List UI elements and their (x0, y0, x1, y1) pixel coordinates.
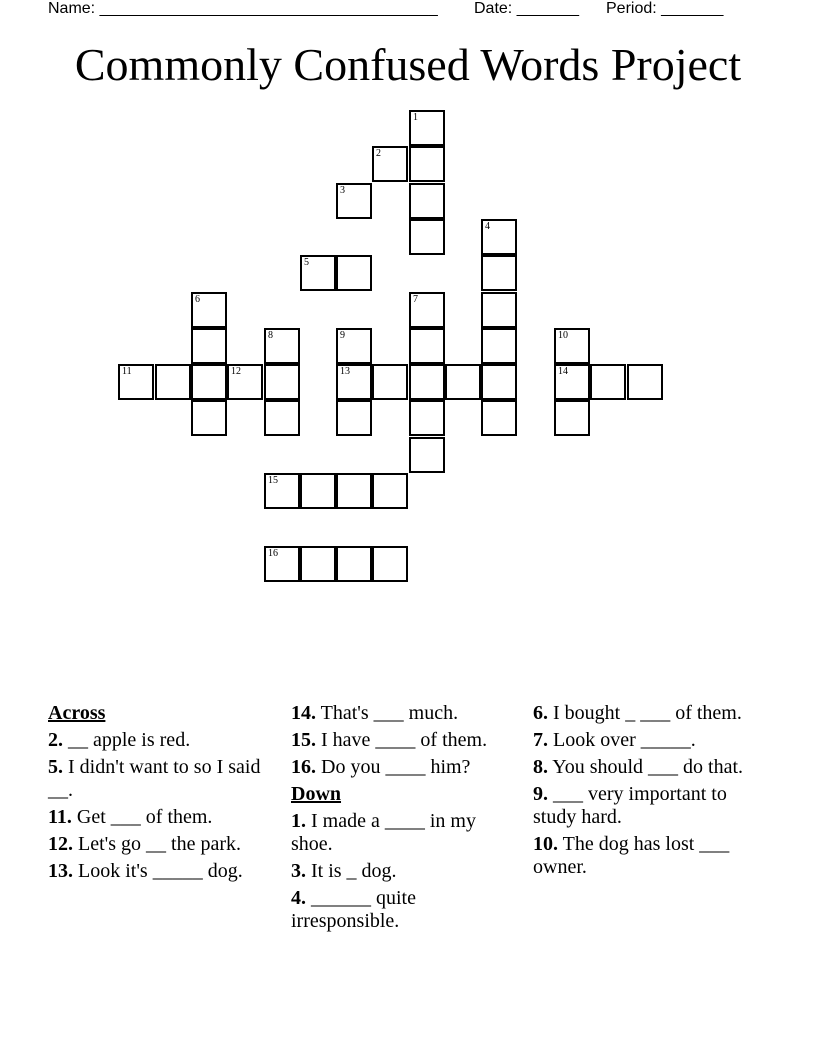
crossword-cell[interactable] (481, 400, 517, 436)
crossword-cell[interactable] (372, 364, 408, 400)
clue-number: 14 (558, 366, 568, 377)
crossword-cell[interactable] (264, 328, 300, 364)
clue-column-2 (291, 702, 516, 937)
clue-down-4: 4. ______ quite irresponsible. (291, 887, 416, 932)
clue-number: 12 (231, 366, 241, 377)
crossword-cell[interactable] (336, 328, 372, 364)
page-title: Commonly Confused Words Project (74, 39, 742, 90)
crossword-cell[interactable] (300, 255, 336, 291)
clue-number: 6 (195, 294, 200, 305)
crossword-cell[interactable] (191, 328, 227, 364)
crossword-cell[interactable] (445, 364, 481, 400)
crossword-cell[interactable] (300, 473, 336, 509)
clue-across-12: 12. Let's go __ the park. (48, 833, 242, 855)
across-heading: Across (48, 702, 106, 724)
clue-down-10: 10. The dog has lost ___ owner. (533, 833, 730, 878)
crossword-cell[interactable] (264, 546, 300, 582)
clue-across-11: 11. Get ___ of them. (48, 806, 213, 828)
crossword-cell[interactable] (118, 364, 154, 400)
crossword-cell[interactable] (336, 473, 372, 509)
crossword-cell[interactable] (481, 219, 517, 255)
crossword-cell[interactable] (409, 328, 445, 364)
crossword-cell[interactable] (264, 364, 300, 400)
clue-number: 11 (122, 366, 132, 377)
clue-column-1 (48, 702, 268, 887)
clue-number: 7 (413, 294, 418, 305)
clue-down-7: 7. Look over _____. (533, 729, 696, 751)
clue-column-3 (533, 702, 773, 883)
crossword-cell[interactable] (409, 146, 445, 182)
crossword-cell[interactable] (336, 183, 372, 219)
crossword-cell[interactable] (409, 292, 445, 328)
down-heading: Down (291, 783, 342, 805)
crossword-cell[interactable] (590, 364, 626, 400)
crossword-cell[interactable] (372, 473, 408, 509)
clue-across-16: 16. Do you ____ him? (291, 756, 471, 778)
clue-across-5: 5. I didn't want to so I said __. (48, 756, 261, 801)
crossword-cell[interactable] (409, 110, 445, 146)
clue-across-13: 13. Look it's _____ dog. (48, 860, 243, 882)
crossword-cell[interactable] (191, 400, 227, 436)
clue-number: 9 (340, 330, 345, 341)
crossword-cell[interactable] (481, 255, 517, 291)
clue-across-15: 15. I have ____ of them. (291, 729, 488, 751)
crossword-cell[interactable] (264, 473, 300, 509)
crossword-cell[interactable] (336, 546, 372, 582)
clue-number: 16 (268, 548, 278, 559)
crossword-cell[interactable] (336, 364, 372, 400)
crossword-cell[interactable] (409, 364, 445, 400)
crossword-cell[interactable] (481, 292, 517, 328)
clue-down-8: 8. You should ___ do that. (533, 756, 744, 778)
crossword-cell[interactable] (264, 400, 300, 436)
clue-down-1: 1. I made a ____ in my shoe. (291, 810, 476, 855)
clue-number: 2 (376, 148, 381, 159)
clue-number: 5 (304, 257, 309, 268)
crossword-cell[interactable] (336, 255, 372, 291)
crossword-cell[interactable] (409, 219, 445, 255)
crossword-cell[interactable] (300, 546, 336, 582)
crossword-cell[interactable] (372, 146, 408, 182)
date-field-label: Date: _______ (474, 0, 579, 17)
clue-across-2: 2. __ apple is red. (48, 729, 191, 751)
crossword-cell[interactable] (336, 400, 372, 436)
crossword-cell[interactable] (372, 546, 408, 582)
clue-number: 15 (268, 475, 278, 486)
clue-down-9: 9. ___ very important to study hard. (533, 783, 727, 828)
crossword-cell[interactable] (409, 400, 445, 436)
crossword-cell[interactable] (554, 400, 590, 436)
clue-number: 1 (413, 112, 418, 123)
crossword-cell[interactable] (481, 328, 517, 364)
clue-number: 3 (340, 185, 345, 196)
crossword-cell[interactable] (191, 292, 227, 328)
crossword-cell[interactable] (409, 183, 445, 219)
crossword-cell[interactable] (155, 364, 191, 400)
clue-number: 4 (485, 221, 490, 232)
crossword-cell[interactable] (227, 364, 263, 400)
name-field-label: Name: ______________________________________ (48, 0, 438, 17)
period-field-label: Period: _______ (606, 0, 724, 17)
crossword-cell[interactable] (409, 437, 445, 473)
clue-down-6: 6. I bought _ ___ of them. (533, 702, 742, 724)
crossword-cell[interactable] (554, 328, 590, 364)
crossword-cell[interactable] (191, 364, 227, 400)
crossword-cell[interactable] (481, 364, 517, 400)
clue-down-3: 3. It is _ dog. (291, 860, 397, 882)
clue-across-14: 14. That's ___ much. (291, 702, 459, 724)
clue-number: 8 (268, 330, 273, 341)
crossword-cell[interactable] (554, 364, 590, 400)
crossword-cell[interactable] (627, 364, 663, 400)
clue-number: 13 (340, 366, 350, 377)
clue-number: 10 (558, 330, 568, 341)
